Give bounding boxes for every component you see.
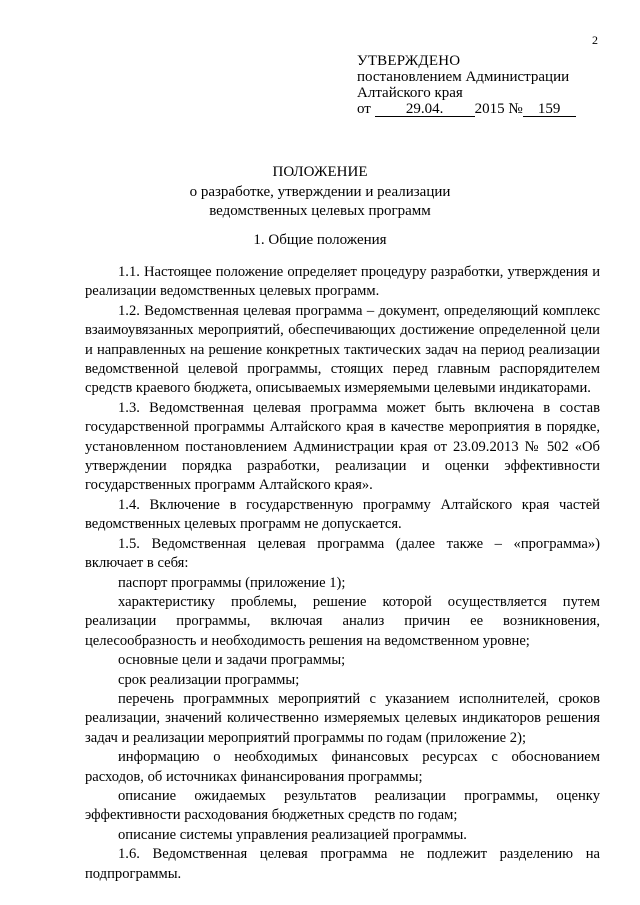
page-number: 2 [592, 33, 598, 47]
paragraph-1-5: 1.5. Ведомственная целевая программа (далее также – «программа») включает в себя: [85, 535, 600, 572]
list-item: паспорт программы (приложение 1); [118, 574, 346, 591]
approval-block [357, 53, 576, 117]
list-item: срок реализации программы; [118, 671, 300, 688]
paragraph-1-4: 1.4. Включение в государственную программу Алтайского края частей ведомственных целевых программ не допускается. [85, 496, 600, 533]
approval-line-1: постановлением Администрации [357, 69, 570, 85]
document-title: ПОЛОЖЕНИЕ [272, 164, 368, 180]
list-item: характеристику проблемы, решение которой осуществляется путем реализации программы, включая анализ причин ее возникновения, целесообразность и необходимость решения на ведомственном уровне; [85, 593, 600, 649]
document-subtitle-1: о разработке, утверждении и реализации [189, 184, 451, 200]
list-item: информацию о необходимых финансовых ресурсах с обоснованием расходов, об источниках финансирования программы; [85, 749, 600, 785]
document-body [85, 263, 600, 884]
document-title-block [0, 163, 640, 221]
paragraph-1-6: 1.6. Ведомственная целевая программа не подлежит разделению на подпрограммы. [85, 846, 600, 882]
list-item: описание ожидаемых результатов реализации программы, оценку эффективности расходования бюджетных средств по годам; [85, 787, 600, 824]
approval-date: 29.04. [375, 102, 475, 117]
section-heading: 1. Общие положения [253, 232, 387, 248]
paragraph-1-2: 1.2. Ведомственная целевая программа – документ, определяющий комплекс взаимоувязанных мероприятий, обеспечивающих достижение определенной цели и направленных на решение конкретных тактических задач на период реализации ведомственной целевой программы, стоящих перед главным распорядителем средств краевого бюджета, описываемых измеряемыми целевыми индикаторами. [85, 302, 600, 397]
document-subtitle-2: ведомственных целевых программ [209, 203, 431, 219]
list-item: основные цели и задачи программы; [118, 652, 346, 669]
paragraph-1-3: 1.3. Ведомственная целевая программа может быть включена в состав государственной программы Алтайского края в качестве мероприятия в порядке, установленном постановлением Администрации края от 23.09.2013 № 502 «Об утверждении порядка разработки, реализации и оценки эффективности государственных программ Алтайского края». [85, 399, 600, 494]
date-prefix: от [357, 101, 371, 117]
approval-date-line [357, 101, 576, 117]
list-item: перечень программных мероприятий с указанием исполнителей, сроков реализации, значений количественно измеряемых целевых индикаторов решения задач и реализации мероприятий программы по годам (приложение 2); [85, 690, 600, 746]
approval-line-2: Алтайского края [357, 85, 463, 101]
list-item: описание системы управления реализацией программы. [118, 826, 467, 843]
approval-number: 159 [523, 102, 576, 117]
approval-year: 2015 № [474, 101, 523, 117]
approval-stamp: УТВЕРЖДЕНО [357, 53, 461, 69]
paragraph-1-1: 1.1. Настоящее положение определяет процедуру разработки, утверждения и реализации ведомственных целевых программ. [85, 264, 600, 300]
